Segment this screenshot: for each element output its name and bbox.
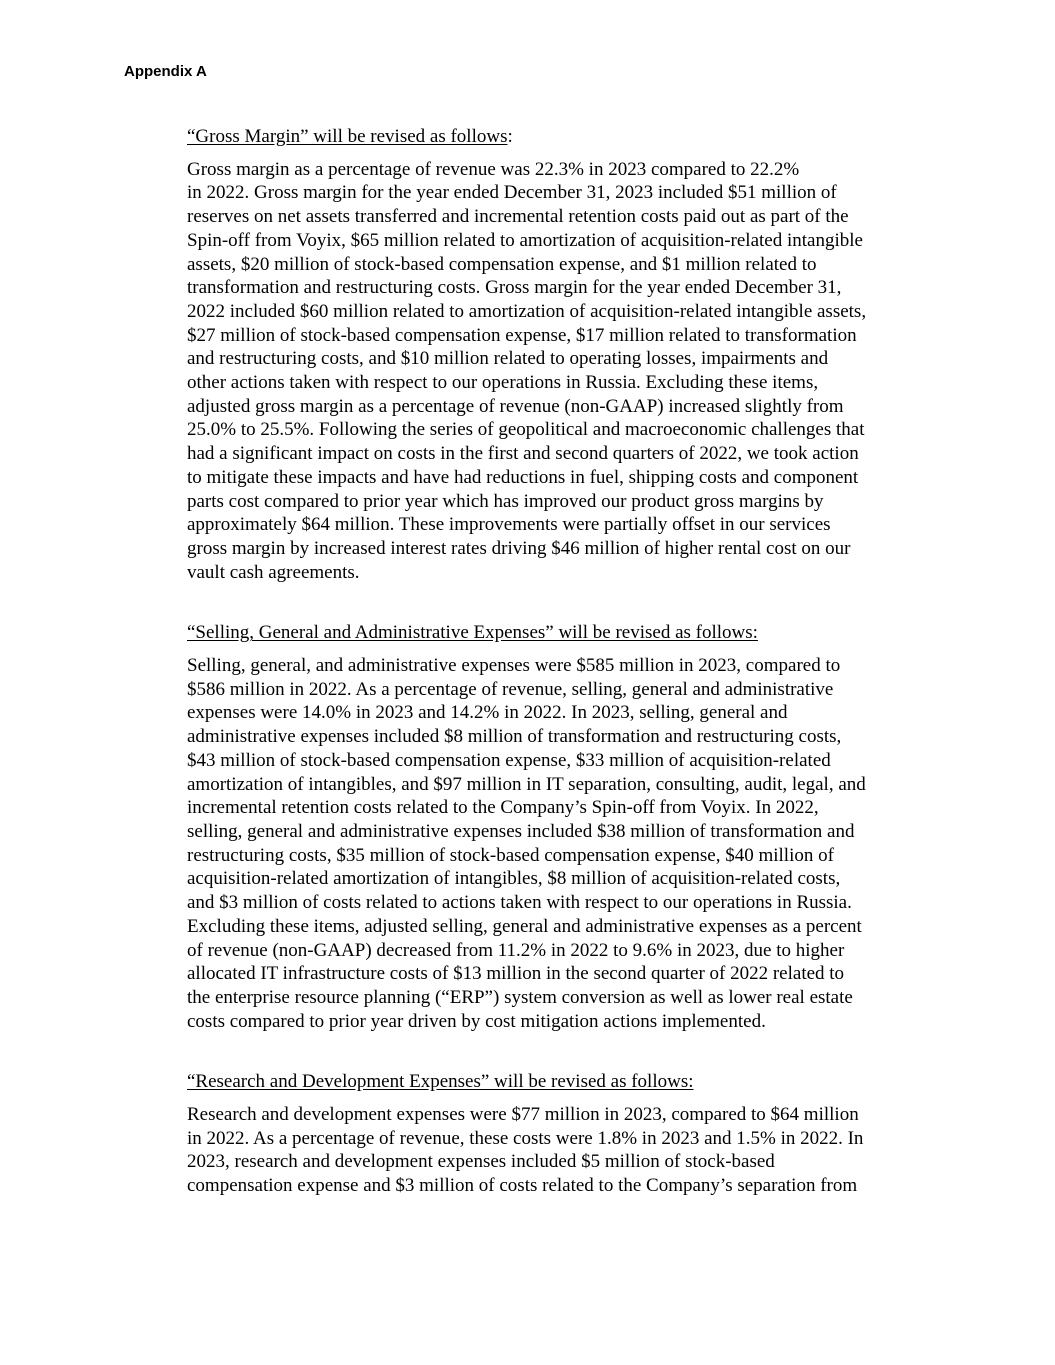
appendix-label: Appendix A — [124, 63, 207, 80]
section-sga-expenses — [187, 621, 932, 1033]
section-gross-margin — [187, 125, 932, 584]
section-heading — [187, 125, 932, 149]
section-heading-suffix: : — [507, 126, 513, 147]
section-heading-title: “Gross Margin” will be revised as follows — [187, 126, 508, 147]
section-paragraph: Gross margin as a percentage of revenue was 22.3% in 2023 compared to 22.2% in 2022. Gross margin for the year ended December 31, 2023 included $51 million of reserves on net assets transferred and incremental retention costs paid out as part of the Spin-off from Voyix, $65 million related to amortization of acquisition-related intangible assets, $20 million of stock-based compensation expense, and $1 million related to transformation and restructuring costs. Gross margin for the year ended December 31, 2022 included $60 million related to amortization of acquisition-related intangible assets, $27 million of stock-based compensation expense, $17 million related to transformation and restructuring costs, and $10 million related to operating losses, impairments and other actions taken with respect to our operations in Russia. Excluding these items, adjusted gross margin as a percentage of revenue (non-GAAP) increased slightly from 25.0% to 25.5%. Following the series of geopolitical and macroeconomic challenges that had a significant impact on costs in the first and second quarters of 2022, we took action to mitigate these impacts and have had reductions in fuel, shipping costs and component parts cost compared to prior year which has improved our product gross margins by approximately $64 million. These improvements were partially offset in our services gross margin by increased interest rates driving $46 million of higher rental cost on our vault cash agreements. — [187, 158, 867, 583]
document-body — [187, 125, 932, 1198]
section-paragraph: Research and development expenses were $77 million in 2023, compared to $64 million in 2022. As a percentage of revenue, these costs were 1.8% in 2023 and 1.5% in 2022. In 2023, research and development expenses included $5 million of stock-based compensation expense and $3 million of costs related to the Company’s separation from — [187, 1104, 864, 1197]
section-heading — [187, 1070, 932, 1094]
section-heading-title: “Research and Development Expenses” will be revised as follows: — [187, 1071, 694, 1093]
section-heading-title: “Selling, General and Administrative Expenses” will be revised as follows: — [187, 622, 758, 644]
section-paragraph: Selling, general, and administrative expenses were $585 million in 2023, compared to $586 million in 2022. As a percentage of revenue, selling, general and administrative expenses were 14.0% in 2023 and 14.2% in 2022. In 2023, selling, general and administrative expenses included $8 million of transformation and restructuring costs, $43 million of stock-based compensation expense, $33 million of acquisition-related amortization of intangibles, and $97 million in IT separation, consulting, audit, legal, and incremental retention costs related to the Company’s Spin-off from Voyix. In 2022, selling, general and administrative expenses included $38 million of transformation and restructuring costs, $35 million of stock-based compensation expense, $40 million of acquisition-related amortization of intangibles, $8 million of acquisition-related costs, and $3 million of costs related to actions taken with respect to our operations in Russia. Excluding these items, adjusted selling, general and administrative expenses as a percent of revenue (non-GAAP) decreased from 11.2% in 2022 to 9.6% in 2023, due to higher allocated IT infrastructure costs of $13 million in the second quarter of 2022 related to the enterprise resource planning (“ERP”) system conversion as well as lower real estate costs compared to prior year driven by cost mitigation actions implemented. — [187, 655, 866, 1032]
section-heading — [187, 621, 932, 645]
section-rd-expenses — [187, 1070, 932, 1198]
